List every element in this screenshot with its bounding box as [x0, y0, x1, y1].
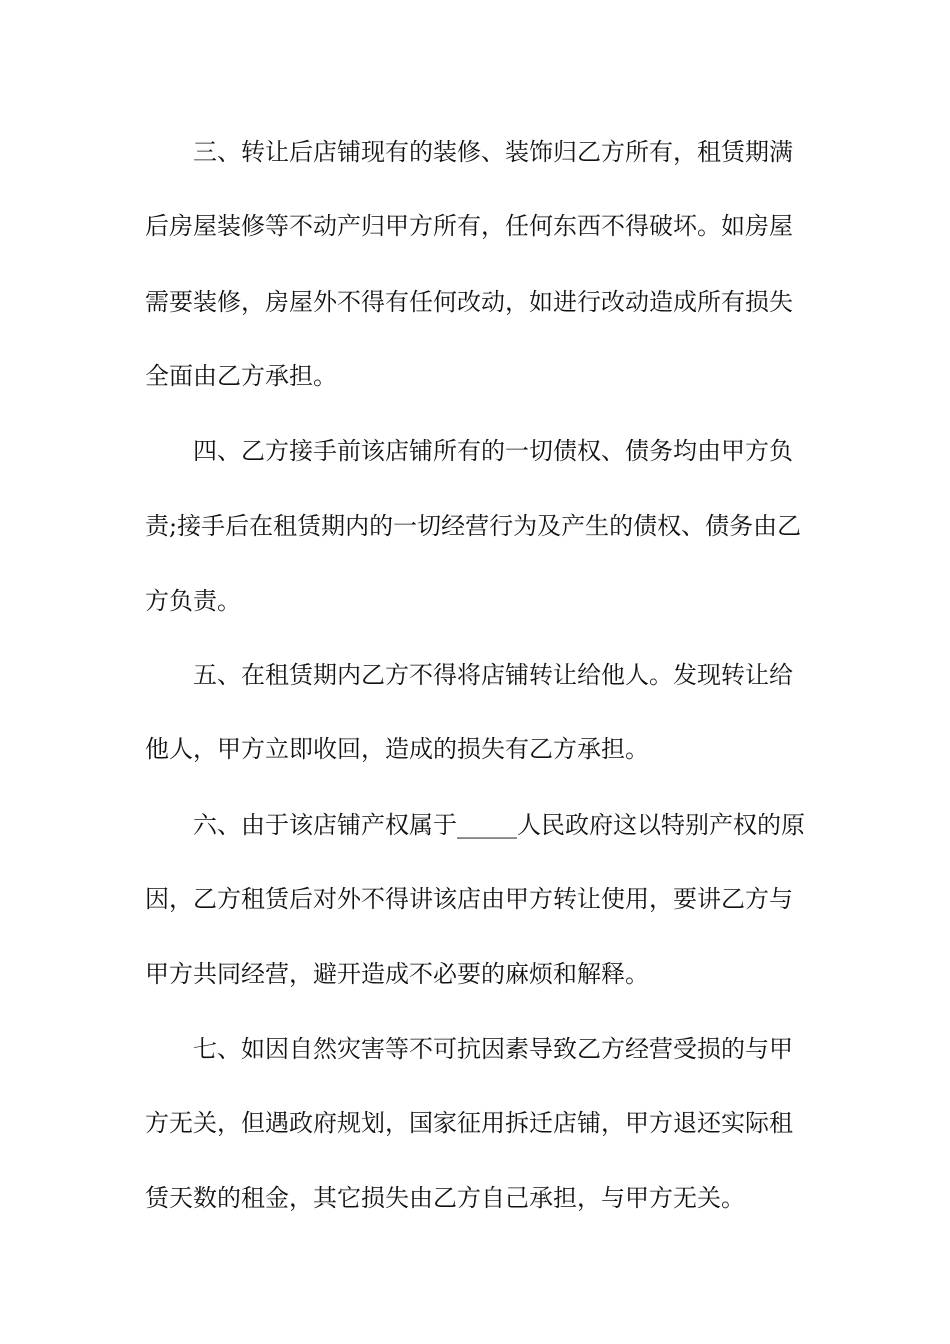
clause-line: 三、转让后店铺现有的装修、装饰归乙方所有，租赁期满: [193, 138, 793, 166]
clause-line: 甲方共同经营，避开造成不必要的麻烦和解释。: [145, 960, 649, 988]
clause-line: 五、在租赁期内乙方不得将店铺转让给他人。发现转让给: [193, 661, 793, 689]
clause-line: 他人，甲方立即收回，造成的损失有乙方承担。: [145, 735, 649, 763]
clause-line: 需要装修，房屋外不得有任何改动，如进行改动造成所有损失: [145, 288, 793, 316]
clause-line: 后房屋装修等不动产归甲方所有，任何东西不得破坏。如房屋: [145, 212, 793, 240]
clause-line: 四、乙方接手前该店铺所有的一切债权、债务均由甲方负: [193, 437, 793, 465]
clause-line: 七、如因自然灾害等不可抗因素导致乙方经营受损的与甲: [193, 1035, 793, 1063]
clause-line: 因，乙方租赁后对外不得讲该店由甲方转让使用，要讲乙方与: [145, 885, 793, 913]
clause-line: 责;接手后在租赁期内的一切经营行为及产生的债权、债务由乙: [145, 512, 802, 540]
clause-line: 全面由乙方承担。: [145, 362, 337, 390]
clause-line: 方负责。: [145, 587, 241, 615]
clause-line: 方无关，但遇政府规划，国家征用拆迁店铺，甲方退还实际租: [145, 1109, 793, 1137]
clause-line: 赁天数的租金，其它损失由乙方自己承担，与甲方无关。: [145, 1184, 745, 1212]
clause-line: 六、由于该店铺产权属于_____人民政府这以特别产权的原: [193, 811, 805, 839]
